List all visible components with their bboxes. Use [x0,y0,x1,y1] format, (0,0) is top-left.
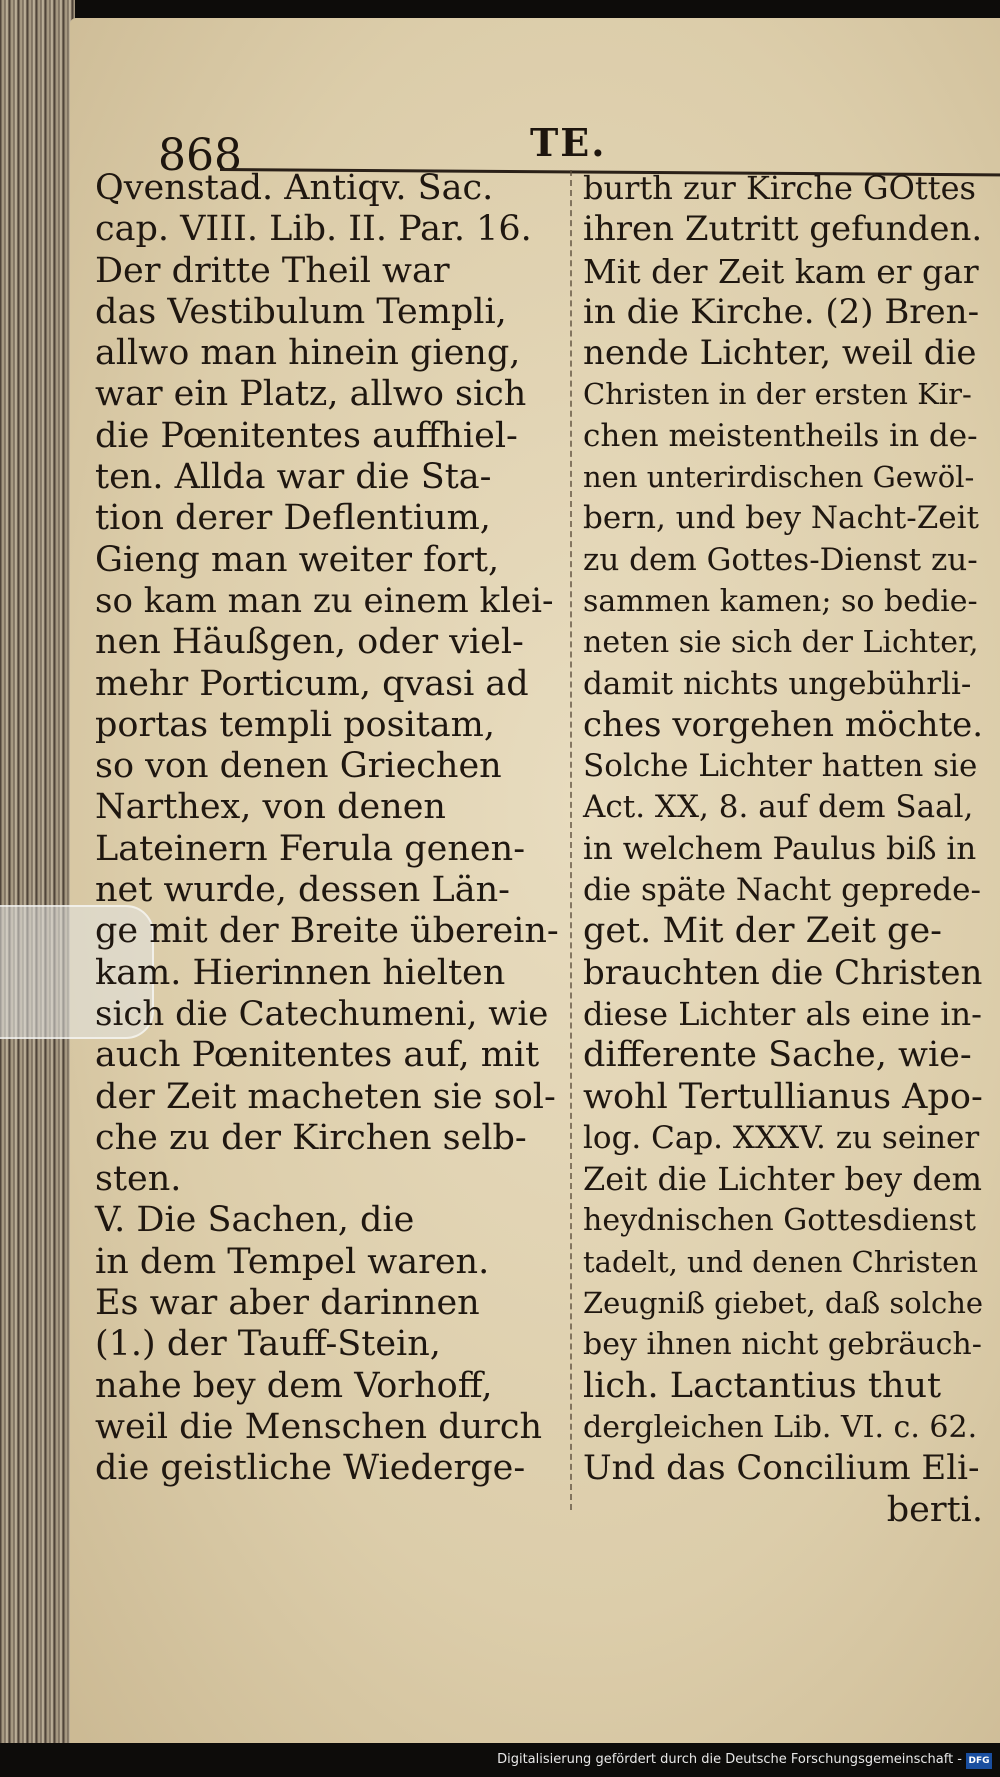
text-line: zu dem Gottes-Dienst zu- [583,541,978,578]
text-line: Der dritte Theil war [95,250,450,291]
text-line: in dem Tempel waren. [95,1241,490,1282]
text-line: net wurde, dessen Län- [95,870,510,911]
text-line: V. Die Sachen, die [95,1200,415,1241]
text-line: cap. VIII. Lib. II. Par. 16. [95,209,532,250]
text-line: mehr Porticum, qvasi ad [95,663,529,704]
text-line: nahe bey dem Vorhoff, [95,1365,493,1406]
text-line: Mit der Zeit kam er gar [583,251,979,291]
text-line: brauchten die Christen [583,952,983,993]
text-line: Lateinern Ferula genen- [95,828,526,869]
text-line: Qvenstad. Antiqv. Sac. [95,168,494,208]
text-line: Act. XX, 8. auf dem Saal, [583,789,974,826]
text-line: bey ihnen nicht gebräuch- [583,1327,982,1363]
text-line: Zeugniß giebet, daß solche [583,1286,984,1321]
text-line: neten sie sich der Lichter, [583,625,979,661]
text-line: get. Mit der Zeit ge- [583,911,942,952]
text-line: chen meistentheils in de- [583,417,978,454]
text-line: das Vestibulum Templi, [95,291,507,332]
text-line: tadelt, und denen Christen [583,1244,979,1279]
running-head: TE. [530,120,607,165]
text-line: damit nichts ungebührli- [583,665,972,702]
text-line: Zeit die Lichter bey dem [583,1160,982,1199]
text-line: Und das Concilium Eli- [583,1448,980,1489]
text-line: der Zeit macheten sie sol- [95,1076,556,1117]
text-line: ihren Zutritt gefunden. [583,209,983,250]
text-line: tion derer Deflentium, [95,498,491,539]
text-line: (1.) der Tauff-Stein, [95,1324,441,1365]
text-line: allwo man hinein gieng, [95,333,521,374]
text-line: Gieng man weiter fort, [95,539,500,580]
text-line: lich. Lactantius thut [583,1365,942,1406]
text-line: differente Sache, wie- [583,1035,972,1076]
text-line: die geistliche Wiederge- [95,1448,526,1489]
text-line: nen unterirdischen Gewöl- [583,460,975,495]
text-line: war ein Platz, allwo sich [95,374,527,415]
text-line: die späte Nacht geprede- [583,872,981,909]
text-line: burth zur Kirche GOttes [583,169,976,207]
text-line: so von denen Griechen [95,746,502,787]
page-number: 868 [158,130,242,181]
page-header [70,116,1000,181]
right-text-column [583,168,983,1531]
left-text-column [95,168,560,1490]
text-line: bern, und bey Nacht-Zeit [583,500,979,537]
text-line: portas templi positam, [95,704,495,745]
text-line: diese Lichter als eine in- [583,994,982,1033]
text-line: so kam man zu einem klei- [95,580,554,621]
text-line: sten. [95,1159,182,1200]
text-line: auch Pœnitentes auf, mit [95,1035,540,1076]
text-line: in die Kirche. (2) Bren- [583,291,980,332]
text-line: ten. Allda war die Sta- [95,457,492,498]
column-divider [570,170,572,1510]
text-line: nende Lichter, weil die [583,333,977,374]
text-line: nen Häußgen, oder viel- [95,622,524,663]
text-line: kam. Hierinnen hielten [95,952,506,993]
text-line: Narthex, von denen [95,787,446,828]
footer-bar [0,1743,1000,1777]
text-line: sich die Catechumeni, wie [95,993,549,1034]
text-line: log. Cap. XXXV. zu seiner [583,1119,980,1156]
text-line: heydnischen Gottesdienst [583,1203,976,1239]
dfg-logo: DFG [966,1753,992,1769]
text-line: sammen kamen; so bedie- [583,583,978,619]
text-line: che zu der Kirchen selb- [95,1117,527,1158]
funding-note: Digitalisierung gefördert durch die Deutsche Forschungsgemeinschaft - [497,1752,962,1767]
text-line: ches vorgehen möchte. [583,704,984,745]
text-line: die Pœnitentes auffhiel- [95,415,518,456]
text-line: Es war aber darinnen [95,1283,480,1324]
text-line: Christen in der ersten Kir- [583,377,972,412]
text-line: in welchem Paulus biß in [583,830,977,867]
text-line: dergleichen Lib. VI. c. 62. [583,1409,978,1445]
text-line: weil die Menschen durch [95,1406,543,1447]
text-line: berti. [886,1489,983,1530]
book-page-edges [0,0,75,1777]
text-line: wohl Tertullianus Apo- [583,1076,983,1117]
text-line: ge mit der Breite überein- [95,911,559,952]
text-line: Solche Lichter hatten sie [583,748,978,785]
